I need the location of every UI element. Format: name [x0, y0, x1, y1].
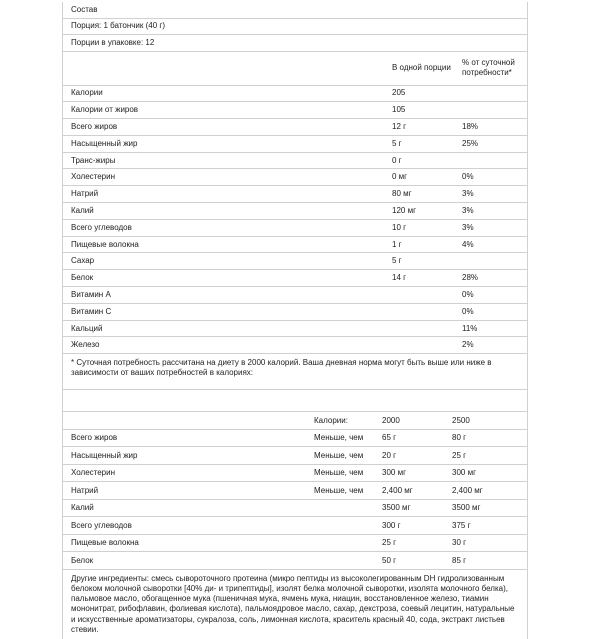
nutrient-amount: 120 мг	[384, 203, 454, 220]
nutrient-name: Насыщенный жир	[63, 135, 384, 152]
daily-2000: 3500 мг	[374, 499, 444, 517]
serving-size: Порция: 1 батончик (40 г)	[63, 18, 527, 35]
nutrient-daily-value: 0%	[454, 287, 527, 304]
column-header-per-serving: В одной порции	[384, 52, 454, 86]
nutrient-amount	[384, 337, 454, 354]
nutrient-daily-value: 3%	[454, 203, 527, 220]
nutrient-row	[63, 320, 527, 337]
daily-qualifier	[306, 517, 374, 535]
daily-values-row	[63, 499, 527, 517]
nutrient-row	[63, 253, 527, 270]
nutrient-amount: 80 мг	[384, 186, 454, 203]
daily-qualifier	[306, 552, 374, 570]
nutrient-daily-value: 28%	[454, 270, 527, 287]
nutrient-row	[63, 287, 527, 304]
header-table	[63, 2, 527, 52]
daily-values-row	[63, 429, 527, 447]
nutrient-amount: 0 г	[384, 152, 454, 169]
daily-qualifier: Меньше, чем	[306, 429, 374, 447]
daily-values-table	[63, 412, 527, 570]
daily-2000: 20 г	[374, 447, 444, 465]
daily-values-row	[63, 464, 527, 482]
daily-qualifier: Меньше, чем	[306, 464, 374, 482]
nutrient-amount: 0 мг	[384, 169, 454, 186]
column-header-row	[63, 52, 527, 86]
nutrient-amount: 10 г	[384, 219, 454, 236]
nutrient-daily-value: 11%	[454, 320, 527, 337]
nutrient-row	[63, 102, 527, 119]
daily-values-row	[63, 517, 527, 535]
nutrient-name: Витамин C	[63, 303, 384, 320]
daily-qualifier: Меньше, чем	[306, 447, 374, 465]
daily-qualifier	[306, 499, 374, 517]
nutrient-name: Сахар	[63, 253, 384, 270]
nutrient-daily-value	[454, 85, 527, 102]
nutrient-row	[63, 236, 527, 253]
nutrients-table	[63, 52, 527, 355]
daily-label: Белок	[63, 552, 306, 570]
daily-label: Калий	[63, 499, 306, 517]
nutrient-amount	[384, 320, 454, 337]
servings-per-pack: Порции в упаковке: 12	[63, 35, 527, 52]
nutrient-daily-value: 0%	[454, 169, 527, 186]
nutrient-name: Калий	[63, 203, 384, 220]
daily-2500: 25 г	[444, 447, 527, 465]
nutrient-name: Белок	[63, 270, 384, 287]
daily-qualifier	[306, 534, 374, 552]
nutrient-amount: 205	[384, 85, 454, 102]
nutrient-daily-value	[454, 152, 527, 169]
daily-values-row	[63, 447, 527, 465]
nutrient-name: Транс-жиры	[63, 152, 384, 169]
daily-2000: 50 г	[374, 552, 444, 570]
daily-2000: 300 г	[374, 517, 444, 535]
nutrient-daily-value: 18%	[454, 119, 527, 136]
daily-header-2500: 2500	[444, 412, 527, 429]
daily-values-row	[63, 552, 527, 570]
daily-label: Пищевые волокна	[63, 534, 306, 552]
daily-header-qualifier: Калории:	[306, 412, 374, 429]
nutrient-daily-value: 3%	[454, 219, 527, 236]
nutrient-name: Всего жиров	[63, 119, 384, 136]
nutrient-name: Калории	[63, 85, 384, 102]
nutrient-row	[63, 270, 527, 287]
nutrient-name: Витамин A	[63, 287, 384, 304]
daily-header-2000: 2000	[374, 412, 444, 429]
daily-2500: 80 г	[444, 429, 527, 447]
nutrient-daily-value: 2%	[454, 337, 527, 354]
footnote: * Суточная потребность рассчитана на диету в 2000 калорий. Ваша дневная норма могут быть выше или ниже в зависимости от ваших потребностей в калориях:	[63, 354, 527, 390]
nutrient-row	[63, 303, 527, 320]
panel-title: Состав	[63, 2, 527, 18]
nutrient-daily-value	[454, 102, 527, 119]
nutrient-name: Калории от жиров	[63, 102, 384, 119]
nutrient-amount	[384, 287, 454, 304]
daily-label: Натрий	[63, 482, 306, 500]
nutrient-name: Железо	[63, 337, 384, 354]
nutrient-amount	[384, 303, 454, 320]
daily-qualifier: Меньше, чем	[306, 482, 374, 500]
daily-2500: 2,400 мг	[444, 482, 527, 500]
nutrient-daily-value	[454, 253, 527, 270]
nutrient-name: Всего углеводов	[63, 219, 384, 236]
nutrient-amount: 5 г	[384, 135, 454, 152]
nutrient-name: Холестерин	[63, 169, 384, 186]
nutrient-row	[63, 219, 527, 236]
nutrition-facts-panel	[62, 2, 528, 639]
nutrient-row	[63, 186, 527, 203]
daily-2500: 30 г	[444, 534, 527, 552]
other-ingredients: Другие ингредиенты: смесь сывороточного протеина (микро пептиды из высоколегированным DH гидролизованным белоком молочной сыворотки [40% ди- и трипептиды], изолят белка молочной сыворотки, изолята молочного белка), пальмовое масло, обогащенное мука (пшеничная мука, ячмень мука, ниацин, восстановленное железо, тиамин мононитрат, рибофлавин, фолиевая кислота), пальмоядровое масло, сахар, декстроза, соевый лецитин, натуральные и искусственные ароматизаторы, сукралоза, соль, лимонная кислота, краситель красный 40, сода, экстракт листьев стевии.	[71, 573, 515, 634]
nutrient-daily-value: 0%	[454, 303, 527, 320]
daily-2500: 375 г	[444, 517, 527, 535]
daily-2000: 25 г	[374, 534, 444, 552]
nutrient-row	[63, 85, 527, 102]
nutrient-amount: 14 г	[384, 270, 454, 287]
nutrient-amount: 12 г	[384, 119, 454, 136]
nutrient-daily-value: 4%	[454, 236, 527, 253]
daily-label: Насыщенный жир	[63, 447, 306, 465]
column-header-daily-value: % от суточной потребности*	[454, 52, 527, 86]
nutrient-name: Пищевые волокна	[63, 236, 384, 253]
daily-label: Всего жиров	[63, 429, 306, 447]
daily-values-row	[63, 534, 527, 552]
nutrient-row	[63, 119, 527, 136]
nutrient-amount: 1 г	[384, 236, 454, 253]
nutrient-amount: 105	[384, 102, 454, 119]
nutrient-name: Натрий	[63, 186, 384, 203]
daily-label: Всего углеводов	[63, 517, 306, 535]
daily-2500: 85 г	[444, 552, 527, 570]
nutrient-row	[63, 135, 527, 152]
nutrient-daily-value: 3%	[454, 186, 527, 203]
column-header-name	[63, 52, 384, 86]
daily-2000: 300 мг	[374, 464, 444, 482]
nutrient-row	[63, 203, 527, 220]
nutrient-row	[63, 152, 527, 169]
daily-values-row	[63, 482, 527, 500]
nutrient-daily-value: 25%	[454, 135, 527, 152]
nutrient-row	[63, 169, 527, 186]
nutrient-row	[63, 337, 527, 354]
spacer	[63, 390, 527, 412]
daily-values-header-row	[63, 412, 527, 429]
daily-label: Холестерин	[63, 464, 306, 482]
daily-2000: 2,400 мг	[374, 482, 444, 500]
nutrient-name: Кальций	[63, 320, 384, 337]
daily-2500: 3500 мг	[444, 499, 527, 517]
nutrient-amount: 5 г	[384, 253, 454, 270]
daily-2500: 300 мг	[444, 464, 527, 482]
daily-2000: 65 г	[374, 429, 444, 447]
daily-header-label	[63, 412, 306, 429]
